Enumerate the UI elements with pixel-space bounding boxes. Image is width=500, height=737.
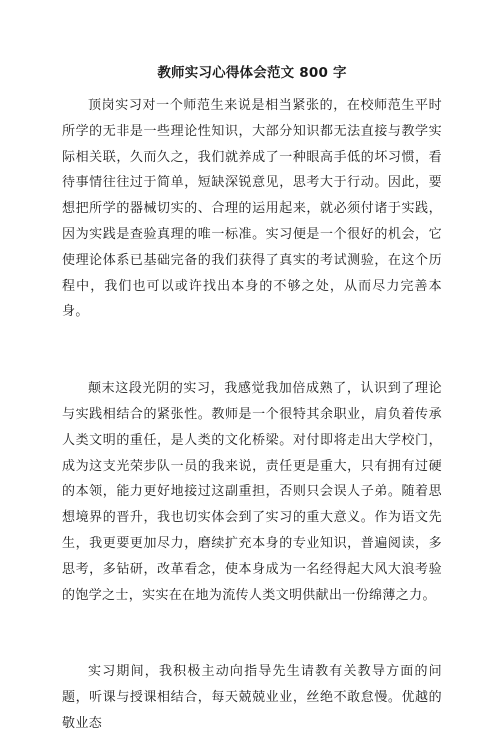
paragraph-1: 顶岗实习对一个师范生来说是相当紧张的，在校师范生平时所学的无非是一些理论性知识，大部分知识都无法直接与教学实际相关联，久而久之，我们就养成了一种眼高手低的坏习惯，看待事情往往过于简单，短缺深锐意见，思考大于行动。因此，要想把所学的器械切实的、合理的运用起来，就必须付诸于实践，因为实践是查验真理的唯一标准。实习便是一个很好的机会，它使理论体系已基础完备的我们获得了真实的考试测验，在这个历程中，我们也可以或许找出本身的不够之处，从而尽力完善本身。: [62, 98, 442, 320]
document-title: 教师实习心得体会范文 800 字: [157, 65, 347, 81]
paragraph-2: 颠末这段光阴的实习，我感觉我加倍成熟了，认识到了理论与实践相结合的紧张性。教师是一个很特其余职业，肩负着传承人类文明的重任，是人类的文化桥梁。对付即将走出大学校门，成为这支光荣步队一员的我来说，责任更是重大，只有拥有过硬的本领，能力更好地接过这副重担，否则只会误人子弟。随着思想境界的晋升，我也切实体会到了实习的重大意义。作为语文先生，我更要更加尽力，磨续扩充本身的专业知识，普遍阅读，多思考，多钻研，改革看念，使本身成为一名经得起大风大浪考验的饱学之士，实实在在地为流传人类文明供献出一份绵薄之力。: [62, 381, 442, 603]
paragraph-gap: [62, 325, 442, 376]
paragraph-gap: [62, 608, 442, 659]
paragraph-3: 实习期间，我积极主动向指导先生请教有关教导方面的问题，听课与授课相结合，每天兢兢业业，丝绝不敢怠慢。优越的敬业态: [62, 664, 442, 731]
